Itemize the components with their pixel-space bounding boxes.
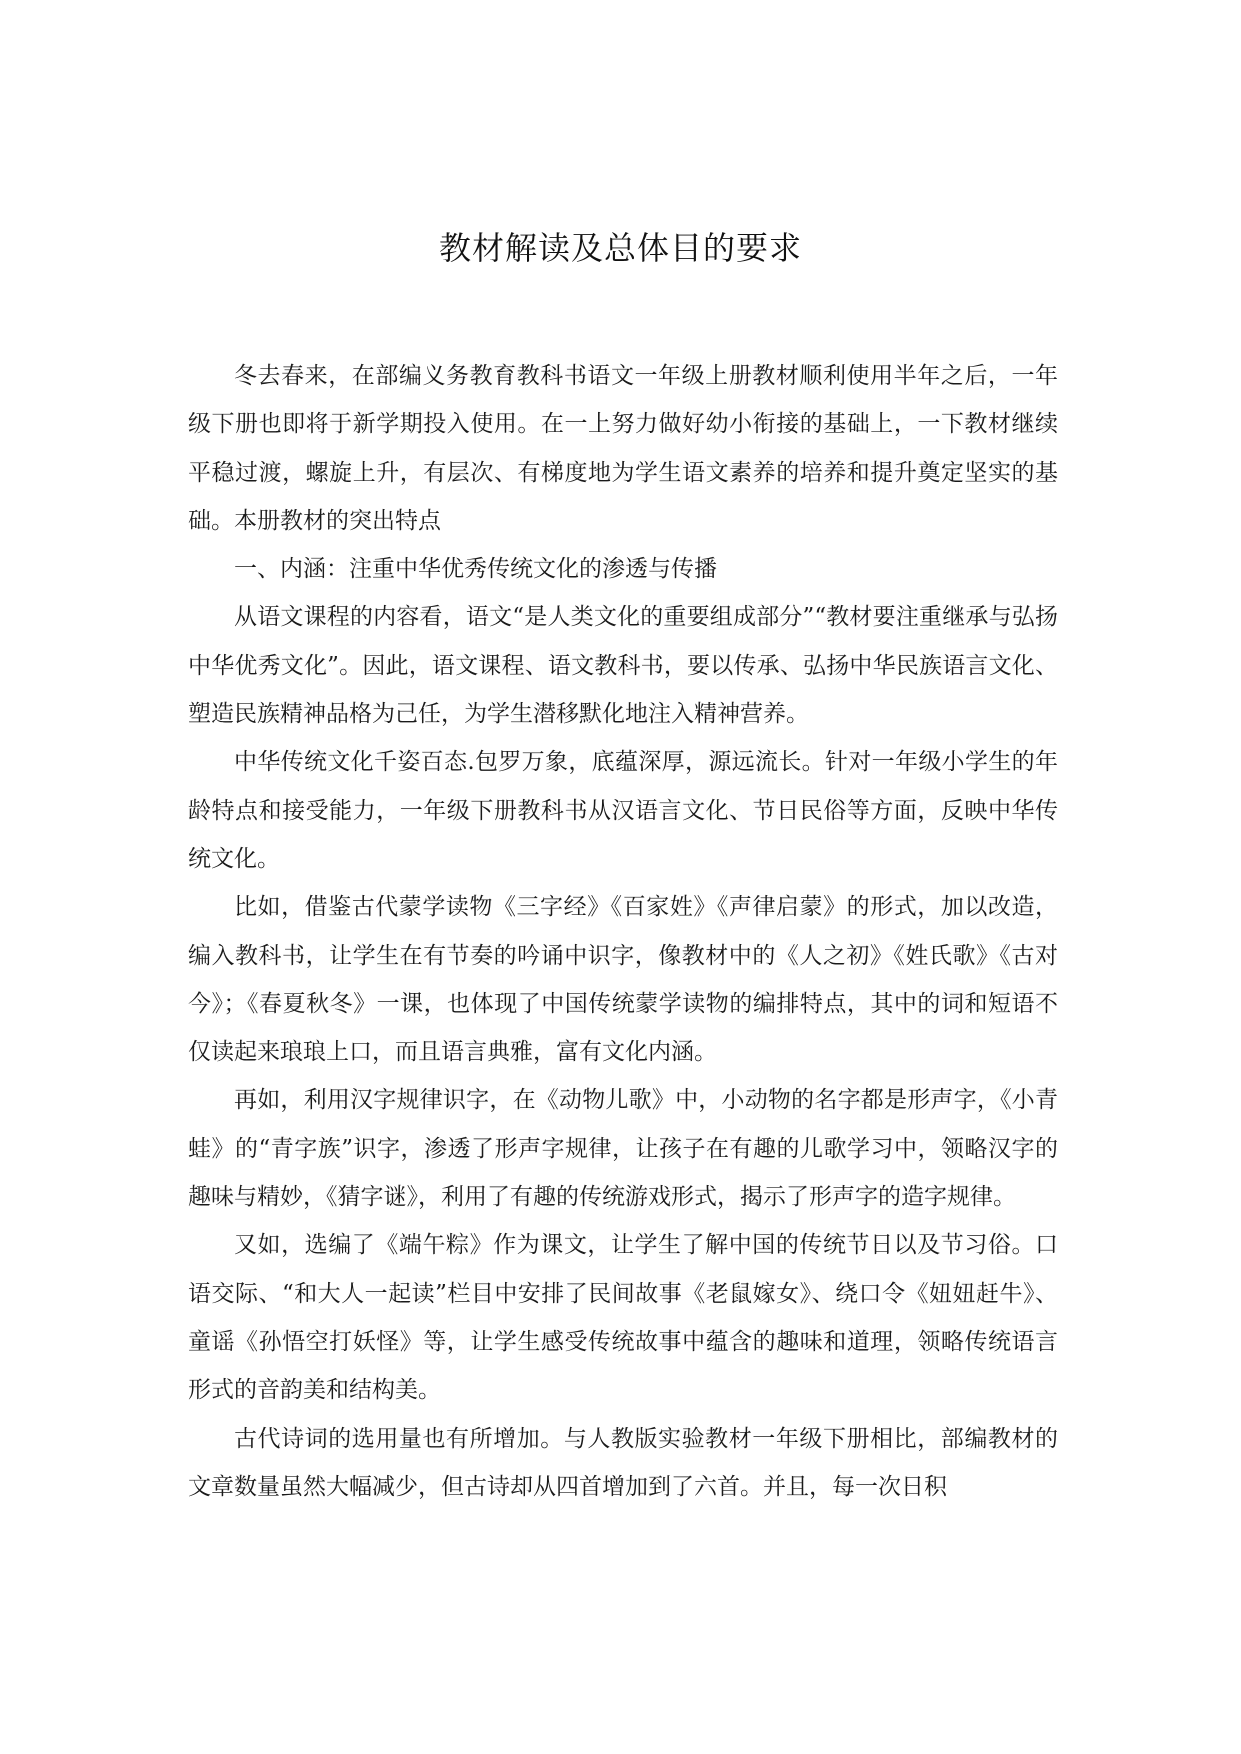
- section-heading: 一、内涵：注重中华优秀传统文化的渗透与传播: [234, 556, 717, 583]
- paragraph: 比如，借鉴古代蒙学读物《三字经》《百家姓》《声律启蒙》的形式，加以改造，编入教科书，让学生在有节奏的吟诵中识字，像教材中的《人之初》《姓氏歌》《古对今》；《春夏秋冬》一课，也体现了中国传统蒙学读物的编排特点，其中的词和短语不仅读起来琅琅上口，而且语言典雅，富有文化内涵。: [188, 894, 1058, 1066]
- paragraph: 再如，利用汉字规律识字，在《动物儿歌》中，小动物的名字都是形声字，《小青蛙》的“青字族”识字，渗透了形声字规律，让孩子在有趣的儿歌学习中，领略汉字的趣味与精妙，《猜字谜》，利用了有趣的传统游戏形式，揭示了形声字的造字规律。: [188, 1087, 1058, 1211]
- paragraph: 中华传统文化千姿百态.包罗万象，底蕴深厚，源远流长。针对一年级小学生的年龄特点和接受能力，一年级下册教科书从汉语言文化、节日民俗等方面，反映中华传统文化。: [188, 749, 1058, 872]
- paragraph-intro: 冬去春来，在部编义务教育教科书语文一年级上册教材顺利使用半年之后，一年级下册也即将于新学期投入使用。在一上努力做好幼小衔接的基础上，一下教材继续平稳过渡，螺旋上升，有层次、有梯度地为学生语文素养的培养和提升奠定坚实的基础。本册教材的突出特点: [188, 363, 1058, 534]
- paragraph: 从语文课程的内容看，语文“是人类文化的重要组成部分”“教材要注重继承与弘扬中华优秀文化”。因此，语文课程、语文教科书，要以传承、弘扬中华民族语言文化、塑造民族精神品格为己任，为学生潜移默化地注入精神营养。: [188, 604, 1058, 728]
- document-title: 教材解读及总体目的要求: [438, 229, 802, 267]
- paragraph: 古代诗词的选用量也有所增加。与人教版实验教材一年级下册相比，部编教材的文章数量虽然大幅减少，但古诗却从四首增加到了六首。并且，每一次日积: [188, 1425, 1058, 1500]
- document-body: [188, 352, 1058, 1511]
- paragraph: 又如，选编了《端午粽》作为课文，让学生了解中国的传统节日以及节习俗。口语交际、“和大人一起读”栏目中安排了民间故事《老鼠嫁女》、绕口令《妞妞赶牛》、童谣《孙悟空打妖怪》等，让学生感受传统故事中蕴含的趣味和道理，领略传统语言形式的音韵美和结构美。: [188, 1232, 1058, 1404]
